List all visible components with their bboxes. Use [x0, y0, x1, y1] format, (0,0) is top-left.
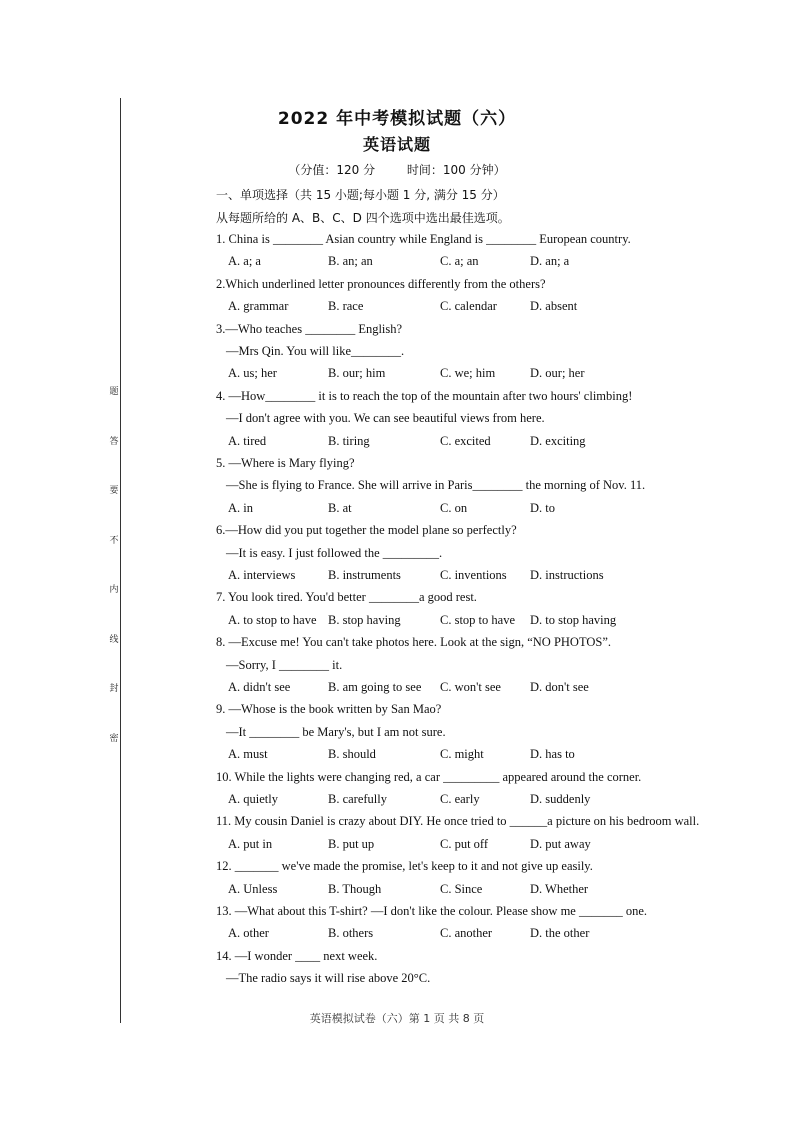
answer-option: B. at	[328, 500, 352, 515]
question-stem: 2.Which underlined letter pronounces differently from the others?	[216, 276, 546, 291]
question-stem: 6.—How did you put together the model plane so perfectly?	[216, 523, 517, 538]
question-stem: 9. —Whose is the book written by San Mao?	[216, 702, 442, 717]
exam-title: 2022 年中考模拟试题（六）	[277, 109, 517, 129]
question-dialogue: —She is flying to France. She will arrive in Paris________ the morning of Nov. 11.	[226, 478, 646, 493]
answer-option: C. stop to have	[440, 612, 515, 627]
answer-option: C. might	[440, 747, 484, 762]
section-instruction: 从每题所给的 A、B、C、D 四个选项中选出最佳选项。	[216, 211, 510, 225]
binding-char: 题	[109, 387, 119, 397]
question-dialogue: —I don't agree with you. We can see beautiful views from here.	[226, 411, 545, 426]
answer-option: D. don't see	[530, 680, 589, 694]
question-stem: 10. While the lights were changing red, a car _________ appeared around the corner.	[216, 769, 642, 784]
answer-option: D. suddenly	[530, 792, 591, 806]
question-dialogue: —Sorry, I ________ it.	[226, 657, 343, 672]
question-stem: 13. —What about this T-shirt? —I don't like the colour. Please show me _______ one.	[216, 904, 648, 918]
answer-option: D. to	[530, 500, 555, 515]
answer-option: C. put off	[440, 836, 489, 851]
exam-subtitle: 英语试题	[362, 135, 431, 154]
answer-option: B. put up	[328, 836, 375, 851]
question-stem: 11. My cousin Daniel is crazy about DIY. He once tried to ______a picture on his bedroom wall.	[216, 814, 700, 829]
answer-option: A. us; her	[228, 366, 277, 381]
answer-option: B. stop having	[328, 612, 401, 627]
binding-char: 不	[109, 535, 119, 546]
binding-char: 线	[109, 634, 119, 645]
question-stem: 1. China is ________ Asian country while England is ________ European country.	[216, 232, 631, 246]
answer-option: D. Whether	[530, 881, 589, 896]
question-stem: 4. —How________ it is to reach the top of the mountain after two hours' climbing!	[216, 388, 633, 403]
binding-char: 封	[109, 684, 119, 694]
binding-char: 答	[109, 436, 119, 447]
answer-option: A. tired	[228, 433, 267, 448]
question-stem: 3.—Who teaches ________ English?	[216, 321, 403, 336]
answer-option: C. excited	[440, 433, 491, 448]
binding-char: 要	[109, 486, 119, 496]
answer-option: B. our; him	[328, 366, 386, 381]
binding-char: 内	[109, 585, 119, 595]
answer-option: D. to stop having	[530, 612, 617, 627]
answer-option: C. Since	[440, 881, 483, 896]
answer-option: C. won't see	[440, 680, 501, 694]
exam-meta	[0, 161, 794, 178]
answer-option: C. we; him	[440, 366, 496, 381]
question-dialogue: —It is easy. I just followed the _________.	[226, 545, 443, 560]
answer-option: C. calendar	[440, 299, 497, 314]
answer-option: B. others	[328, 926, 374, 941]
question-stem: 14. —I wonder ____ next week.	[216, 948, 378, 963]
answer-option: C. early	[440, 792, 480, 806]
answer-option: D. put away	[530, 836, 591, 851]
answer-option: D. exciting	[530, 433, 586, 448]
question-stem: 7. You look tired. You'd better ________a good rest.	[216, 590, 477, 605]
question-stem: 12. _______ we've made the promise, let's keep to it and not give up easily.	[216, 859, 593, 874]
answer-option: A. didn't see	[228, 680, 291, 694]
answer-option: A. a; a	[228, 254, 261, 269]
question-dialogue: —The radio says it will rise above 20°C.	[226, 971, 431, 986]
answer-option: B. should	[328, 747, 376, 762]
answer-option: B. tiring	[328, 433, 370, 448]
question-dialogue: —Mrs Qin. You will like________.	[226, 344, 405, 358]
answer-option: A. other	[228, 926, 269, 941]
section-title: 一、单项选择（共 15 小题;每小题 1 分, 满分 15 分）	[216, 188, 505, 202]
score-info: （分值：120 分	[288, 163, 376, 177]
answer-option: B. an; an	[328, 254, 373, 269]
answer-option: A. must	[228, 747, 268, 762]
binding-char: 密	[109, 733, 119, 744]
answer-option: A. quietly	[228, 792, 278, 806]
answer-option: B. Though	[328, 881, 382, 896]
question-dialogue: —It ________ be Mary's, but I am not sure.	[226, 724, 446, 739]
answer-option: A. interviews	[228, 568, 296, 582]
answer-option: A. to stop to have	[228, 612, 317, 627]
answer-option: A. in	[228, 500, 253, 515]
binding-line	[120, 98, 121, 1023]
answer-option: D. the other	[530, 926, 590, 941]
answer-option: C. on	[440, 500, 468, 515]
answer-option: C. another	[440, 926, 493, 941]
answer-option: D. absent	[530, 299, 578, 314]
page-footer: 英语模拟试卷（六）第 1 页 共 8 页	[309, 1012, 485, 1025]
answer-option: D. has to	[530, 747, 575, 762]
answer-option: A. grammar	[228, 299, 289, 314]
answer-option: B. carefully	[328, 792, 388, 806]
question-stem: 5. —Where is Mary flying?	[216, 456, 355, 470]
answer-option: B. instruments	[328, 568, 401, 582]
answer-option: D. our; her	[530, 366, 585, 381]
time-info: 时间：100 分钟）	[406, 163, 506, 177]
answer-option: A. Unless	[228, 881, 278, 896]
answer-option: D. instructions	[530, 568, 604, 582]
answer-option: D. an; a	[530, 254, 570, 269]
question-stem: 8. —Excuse me! You can't take photos here. Look at the sign, “NO PHOTOS”.	[216, 635, 612, 650]
answer-option: C. a; an	[440, 254, 479, 269]
answer-option: C. inventions	[440, 568, 507, 582]
answer-option: A. put in	[228, 836, 273, 851]
answer-option: B. race	[328, 299, 364, 314]
answer-option: B. am going to see	[328, 680, 422, 694]
